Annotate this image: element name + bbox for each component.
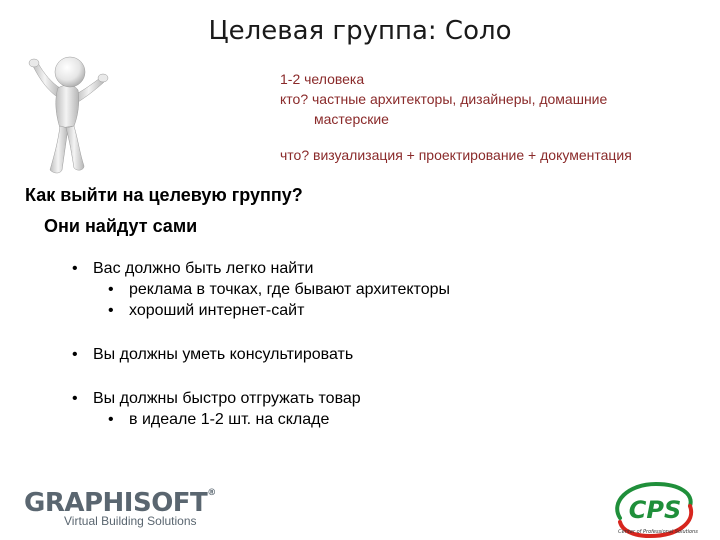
cps-logo-icon (598, 478, 708, 540)
bullet-item: • Вы должны уметь консультировать (72, 344, 692, 365)
cps-wordmark: CPS (628, 496, 682, 524)
target-group-info (280, 69, 700, 165)
info-what: что? визуализация + проектирование + документация (280, 147, 632, 163)
sub-bullet-item: • в идеале 1-2 шт. на складе (72, 409, 692, 430)
question-heading: Как выйти на целевую группу? (25, 185, 303, 205)
graphisoft-wordmark: GRAPHISOFT® (24, 488, 216, 518)
sub-bullet-item: • реклама в точках, где бывают архитекторы (72, 279, 692, 300)
graphisoft-logo (24, 488, 224, 532)
info-who-continued: мастерские (314, 111, 389, 127)
slide-title: Целевая группа: Соло (208, 16, 512, 46)
answer-heading: Они найдут сами (44, 216, 198, 236)
info-count: 1-2 человека (280, 71, 365, 87)
sub-bullet-item: • хороший интернет-сайт (72, 300, 692, 321)
graphisoft-tagline: Virtual Building Solutions (64, 514, 197, 528)
bullet-item: • Вас должно быть легко найти (72, 258, 692, 279)
bullet-item: • Вы должны быстро отгружать товар (72, 388, 692, 409)
person-figure-icon (20, 50, 120, 178)
info-who: кто? частные архитекторы, дизайнеры, домашние (280, 91, 608, 107)
bullet-list (72, 258, 692, 430)
cps-tagline: Center of Professional Solutions (618, 529, 698, 535)
